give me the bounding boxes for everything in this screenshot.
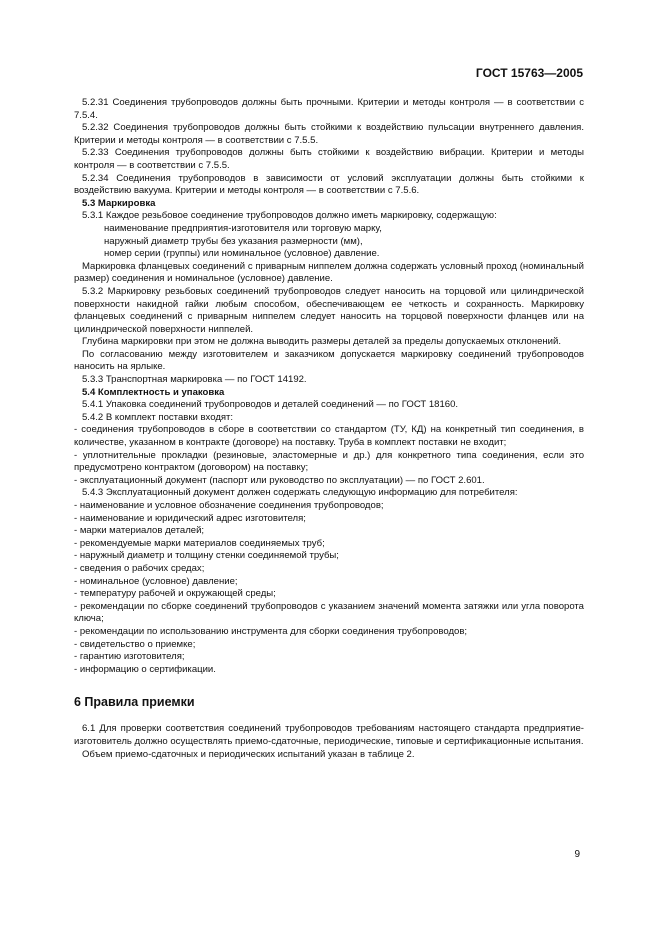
flange-marking-text: Маркировка фланцевых соединений с приварным ниппелем должна содержать условный проход (номинальный размер) соединения и номинальное (условное) давление. [74,260,584,285]
delivery-item: - эксплуатационный документ (паспорт или руководство по эксплуатации) — по ГОСТ 2.601. [74,474,485,486]
delivery-item: - соединения трубопроводов в сборе в соответствии со стандартом (ТУ, КД) на конкретный тип соединения, в количестве, указанном в контракте (договоре) на поставку. Труба в комплект поставки не входит; [74,424,584,449]
clause-5-3-3: 5.3.3 Транспортная маркировка — по ГОСТ 14192. [82,374,307,386]
doc-info-item: - наименование и условное обозначение соединения трубопроводов; [74,500,384,511]
standard-code: ГОСТ 15763—2005 [475,66,583,80]
doc-info-item: - информацию о сертификации. [74,663,216,675]
clause-5-4-3: 5.4.3 Эксплуатационный документ должен содержать следующую информацию для потребителя: [82,487,518,499]
section-6-heading: 6 Правила приемки [74,695,195,710]
label-marking-text: По согласованию между изготовителем и заказчиком допускается маркировку соединений трубопроводов наносить на ярлыке. [74,348,584,373]
doc-info-item: - рекомендации по сборке соединений трубопроводов с указанием значений момента затяжки или угла поворота ключа; [74,600,584,625]
delivery-item: - уплотнительные прокладки (резиновые, эластомерные и др.) для конкретного типа соединения, если это предусмотрено контрактом (договором) на поставку; [74,449,584,474]
doc-info-item: - температуру рабочей и окружающей среды; [74,588,276,600]
doc-info-item: - свидетельство о приемке; [74,638,196,650]
clause-5-2-32: 5.2.32 Соединения трубопроводов должны быть стойкими к воздействию пульсации внутреннего давления. Критерии и методы контроля — в соответствии с 7.5.5. [74,122,584,146]
doc-info-item: - наружный диаметр и толщину стенки соединяемой трубы; [74,550,339,562]
doc-info-item: - номинальное (условное) давление; [74,575,238,587]
clause-5-4-1: 5.4.1 Упаковка соединений трубопроводов и деталей соединений — по ГОСТ 18160. [82,399,459,411]
marking-item: наружный диаметр трубы без указания размерности (мм), [104,235,363,247]
document-body [74,97,584,761]
section-5-4-heading: 5.4 Комплектность и упаковка [82,386,225,398]
doc-info-item: - наименование и юридический адрес изготовителя; [74,512,306,524]
clause-5-3-1: 5.3.1 Каждое резьбовое соединение трубопроводов должно иметь маркировку, содержащую: [82,210,497,222]
page-number: 9 [574,849,580,860]
doc-info-item: - рекомендуемые марки материалов соединяемых труб; [74,537,325,549]
tests-scope-text: Объем приемо-сдаточных и периодических испытаний указан в таблице 2. [82,748,415,760]
doc-info-item: - гарантию изготовителя; [74,651,185,663]
clause-5-4-2: 5.4.2 В комплект поставки входят: [82,411,234,423]
clause-5-2-31: 5.2.31 Соединения трубопроводов должны быть прочными. Критерии и методы контроля — в соответствии с 7.5.4. [74,97,584,121]
doc-info-item: - сведения о рабочих средах; [74,562,205,574]
clause-5-3-2: 5.3.2 Маркировку резьбовых соединений трубопроводов следует наносить на торцовой или цилиндрической поверхности накидной гайки любым способом, обеспечивающем ее четкость и сохранность. Маркировку фланцевых соединений с приварным ниппелем следует наносить на торцовой поверхности фланцев или на цилиндрической поверхности ниппелей. [74,285,584,335]
marking-item: наименование предприятия-изготовителя или торговую марку, [104,222,382,234]
marking-item: номер серии (группы) или номинальное (условное) давление. [104,248,380,260]
doc-info-item: - рекомендации по использованию инструмента для сборки соединения трубопроводов; [74,625,468,637]
clause-5-2-33: 5.2.33 Соединения трубопроводов должны быть стойкими к воздействию вибрации. Критерии и методы контроля — в соответствии с 7.5.5. [74,147,584,171]
doc-info-item: - марки материалов деталей; [74,525,205,537]
marking-depth-text: Глубина маркировки при этом не должна выводить размеры деталей за пределы допускаемых отклонений. [82,336,561,348]
section-5-3-heading: 5.3 Маркировка [82,197,156,209]
clause-5-2-34: 5.2.34 Соединения трубопроводов в зависимости от условий эксплуатации должны быть стойкими к воздействию вакуума. Критерии и методы контроля — в соответствии с 7.5.6. [74,172,584,197]
clause-6-1: 6.1 Для проверки соответствия соединений трубопроводов требованиям настоящего стандарта предприятие-изготовитель должно осуществлять приемо-сдаточные, периодические, типовые и сертификационные испытания. [74,723,584,747]
